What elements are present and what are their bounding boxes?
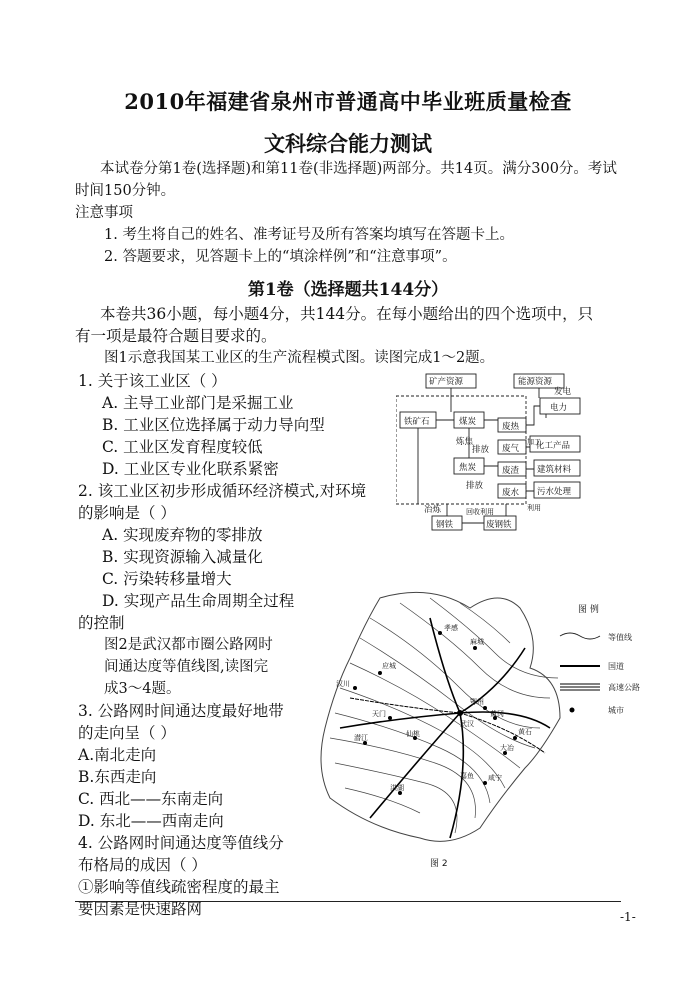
city-label: 孝感 (444, 624, 458, 632)
legend-label: 等值线 (608, 633, 632, 642)
city-label: 咸宁 (488, 774, 502, 782)
diagram-label: 发电 (554, 387, 572, 397)
option: A.南北走向 (78, 746, 157, 764)
question-stem: 的影响是（ ） (78, 504, 176, 522)
option: B. 实现资源输入减量化 (102, 548, 263, 566)
diagram-label: 污水处理 (537, 487, 572, 497)
city-label: 鄂州 (470, 698, 484, 706)
diagram-label: 炼焦 (456, 437, 474, 447)
notice-title: 注意事项 (75, 205, 133, 221)
option: B.东西走向 (78, 768, 157, 786)
page-subtitle: 文科综合能力测试 (264, 131, 432, 156)
diagram-label: 废气 (502, 444, 520, 454)
city-label: 洪湖 (390, 784, 404, 792)
figure2-contour-map (310, 578, 670, 870)
option: B. 工业区位选择属于动力导向型 (102, 416, 325, 434)
legend-label: 高速公路 (608, 683, 640, 692)
diagram-label: 废渣 (502, 466, 520, 476)
city-label: 大冶 (500, 744, 514, 752)
section-title: 第1卷（选择题共144分） (247, 280, 449, 300)
question-stem: 4. 公路网时间通达度等值线分 (78, 834, 284, 852)
option: C. 污染转移量增大 (102, 570, 232, 588)
option: ①影响等值线疏密程度的最主 (78, 878, 280, 896)
diagram-label: 矿产资源 (429, 377, 464, 387)
diagram-label: 回收利用 (466, 508, 494, 516)
option: D. 工业区专业化联系紧密 (102, 460, 279, 478)
option: D. 东北——西南走向 (78, 812, 224, 830)
city-label: 黄石 (518, 728, 532, 736)
figure-caption: 图 2 (430, 859, 448, 869)
notice-item: 2. 答题要求，见答题卡上的“填涂样例”和“注意事项”。 (104, 249, 457, 265)
diagram-label: 铁矿石 (404, 417, 430, 427)
diagram-label: 煤炭 (459, 417, 477, 427)
city-label: 嘉鱼 (460, 772, 474, 780)
section-desc: 本卷共36小题，每小题4分，共144分。在每小题给出的四个选项中，只 (100, 305, 594, 323)
question-stem: 的走向呈（ ） (78, 724, 176, 742)
diagram-label: 能源资源 (518, 377, 553, 387)
option: C. 工业区发育程度较低 (102, 438, 263, 456)
legend-title: 图 例 (578, 605, 599, 615)
intro-line: 本试卷分第1卷(选择题)和第11卷(非选择题)两部分。共14页。满分300分。考试 (100, 161, 617, 177)
diagram-label: 排放 (466, 481, 484, 491)
legend-label: 国道 (608, 662, 624, 671)
city-label: 潜江 (354, 734, 368, 742)
diagram-label: 废水 (502, 488, 520, 498)
city-label: 麻城 (470, 638, 484, 646)
diagram-label: 排放 (472, 445, 490, 455)
option: 要因素是快速路网 (78, 900, 203, 918)
option: C. 西北——东南走向 (78, 790, 224, 808)
notice-item: 1. 考生将自己的姓名、准考证号及所有答案均填写在答题卡上。 (104, 227, 514, 243)
diagram-label: 建筑材料 (537, 465, 572, 475)
question-stem: 1. 关于该工业区（ ） (78, 372, 227, 390)
city-label: 黄冈 (490, 710, 504, 718)
question-stem: 布格局的成因（ ） (78, 856, 207, 874)
diagram-label: 废热 (502, 422, 520, 432)
figure2-intro: 间通达度等值线图,读图完 (104, 659, 269, 675)
figure2-intro: 成3～4题。 (104, 681, 181, 697)
figure1-flow-diagram (396, 372, 592, 536)
option: A. 主导工业部门是采掘工业 (102, 394, 294, 412)
diagram-label: 利用 (527, 504, 541, 512)
figure2-intro: 图2是武汉都市圈公路网时 (104, 637, 273, 653)
intro-line: 时间150分钟。 (75, 183, 176, 199)
city-label: 武汉 (460, 720, 474, 728)
city-label: 应城 (382, 662, 396, 670)
section-desc: 有一项是最符合题目要求的。 (75, 327, 277, 345)
diagram-label: 化工产品 (536, 441, 571, 451)
city-label: 天门 (372, 710, 386, 718)
diagram-label: 焦炭 (459, 463, 477, 473)
figure1-intro: 图1示意我国某工业区的生产流程模式图。读图完成1～2题。 (104, 350, 495, 366)
question-stem: 2. 该工业区初步形成循环经济模式,对环境 (78, 482, 367, 500)
diagram-label: 加工 (527, 438, 541, 446)
option: D. 实现产品生命周期全过程 (102, 592, 295, 610)
page-title: 2010年福建省泉州市普通高中毕业班质量检查 (124, 89, 572, 114)
option: A. 实现废弃物的零排放 (102, 526, 263, 544)
option: 的控制 (78, 614, 125, 632)
diagram-label: 钢铁 (436, 520, 454, 530)
city-label: 汉川 (336, 680, 350, 688)
diagram-label: 电力 (550, 403, 568, 413)
page-number: -1- (620, 910, 636, 924)
question-stem: 3. 公路网时间通达度最好地带 (78, 702, 284, 720)
legend-label: 城市 (608, 706, 624, 715)
diagram-label: 废钢铁 (486, 520, 512, 530)
diagram-label: 冶炼 (424, 505, 442, 515)
footer-rule (75, 901, 621, 902)
city-label: 仙桃 (406, 730, 420, 738)
